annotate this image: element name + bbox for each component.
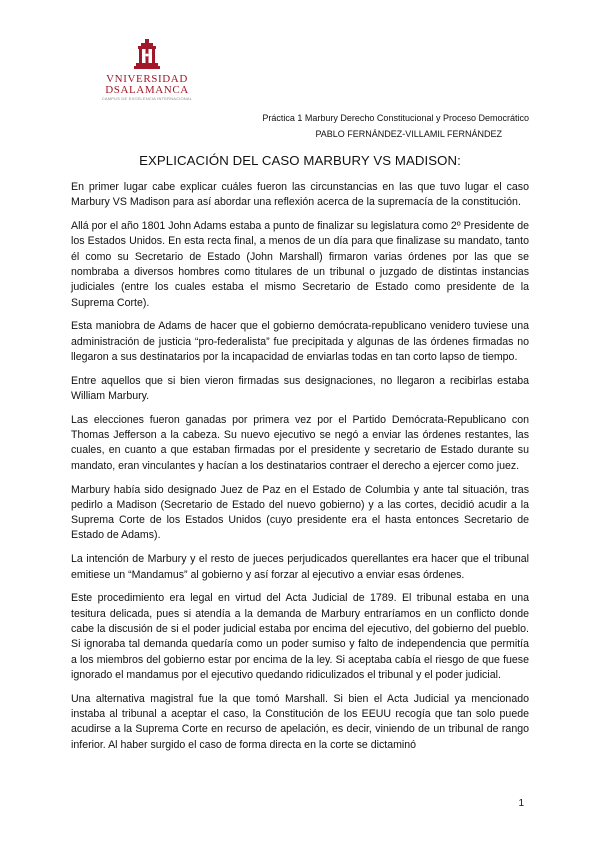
- university-name-line1: VNIVERSIDAD: [106, 73, 188, 85]
- paragraph: Esta maniobra de Adams de hacer que el gobierno demócrata-republicano venidero tuviese una administración de justicia “pro-federalista” fue precipitada y algunas de las órdenes firmadas no llegaron a sus destinatarios por la incapacidad de enviarlas todas en tan corto lapso de tiempo.: [71, 320, 529, 363]
- course-header: Práctica 1 Marbury Derecho Constitucional y Proceso Democrático: [262, 113, 529, 123]
- document-body: [71, 180, 529, 761]
- paragraph: Allá por el año 1801 John Adams estaba a punto de finalizar su legislatura como 2º Presidente de los Estados Unidos. En esta recta final, a menos de un día para que finalizase su mandato, tanto él como su Secretario de Estado (John Marshall) firmaron varias órdenes por las que se nombraba a diversos hombres como titulares de un tribunal o juzgado de distintas instancias judiciales (entre los cuales estaba el mismo Secretario de Estado como presidente de la Suprema Corte).: [71, 220, 529, 309]
- university-logo: [92, 38, 202, 102]
- document-title: EXPLICACIÓN DEL CASO MARBURY VS MADISON:: [139, 153, 461, 168]
- paragraph: Este procedimiento era legal en virtud del Acta Judicial de 1789. El tribunal estaba en una tesitura delicada, pues si atendía a la demanda de Marbury entraríamos en un conflicto donde cabe la discusión de si el poder judicial estaba por encima del ejecutivo, del gobierno del pueblo. Si ignoraba tal demanda quedaría como un poder sumiso y falto de independencia que permitía a los miembros del gobierno estar por encima de la ley. Si aceptaba cabía el riesgo de que fuese ignorado el mandamus por el ejecutivo quedando ridiculizados el tribunal y el poder judicial.: [71, 592, 529, 681]
- university-seal-icon: [130, 38, 164, 72]
- page-number: 1: [518, 798, 524, 809]
- author-name: PABLO FERNÁNDEZ-VILLAMIL FERNÁNDEZ: [315, 129, 502, 139]
- university-subtitle: CAMPUS DE EXCELENCIA INTERNACIONAL: [101, 96, 193, 101]
- paragraph: Las elecciones fueron ganadas por primera vez por el Partido Demócrata-Republicano con Thomas Jefferson a la cabeza. Su nuevo ejecutivo se negó a enviar las órdenes restantes, las cuales, en cuanto a que estaban firmadas por el presidente y secretario de Estado durante su mandato, eran vinculantes y hacían a los destinatarios contraer el derecho a ejercer como juez.: [71, 413, 529, 472]
- paragraph: La intención de Marbury y el resto de jueces perjudicados querellantes era hacer que el tribunal emitiese un “Mandamus” al gobierno y así forzar al ejecutivo a enviar esas órdenes.: [71, 553, 529, 581]
- paragraph: En primer lugar cabe explicar cuáles fueron las circunstancias en las que tuvo lugar el caso Marbury VS Madison para así abordar una reflexión acerca de la supremacía de la constitución.: [71, 181, 529, 209]
- university-name-line2: DSALAMANCA: [105, 84, 189, 96]
- paragraph: Entre aquellos que si bien vieron firmadas sus designaciones, no llegaron a recibirlas estaba William Marbury.: [71, 374, 529, 403]
- paragraph: Una alternativa magistral fue la que tomó Marshall. Si bien el Acta Judicial ya mencionado instaba al tribunal a aceptar el caso, la Constitución de los EEUU recogía que tan solo puede acudirse a la Suprema Corte en recurso de apelación, es decir, viniendo de un tribunal de rango inferior. Al haber surgido el caso de forma directa en la corte se dictaminó: [71, 692, 529, 751]
- paragraph: Marbury había sido designado Juez de Paz en el Estado de Columbia y ante tal situación, tras pedirlo a Madison (Secretario de Estado del nuevo gobierno) y a las cortes, decidió acudir a la Suprema Corte de los Estados Unidos (cuyo presidente era el hasta entonces Secretario de Estado de Adams).: [71, 483, 529, 542]
